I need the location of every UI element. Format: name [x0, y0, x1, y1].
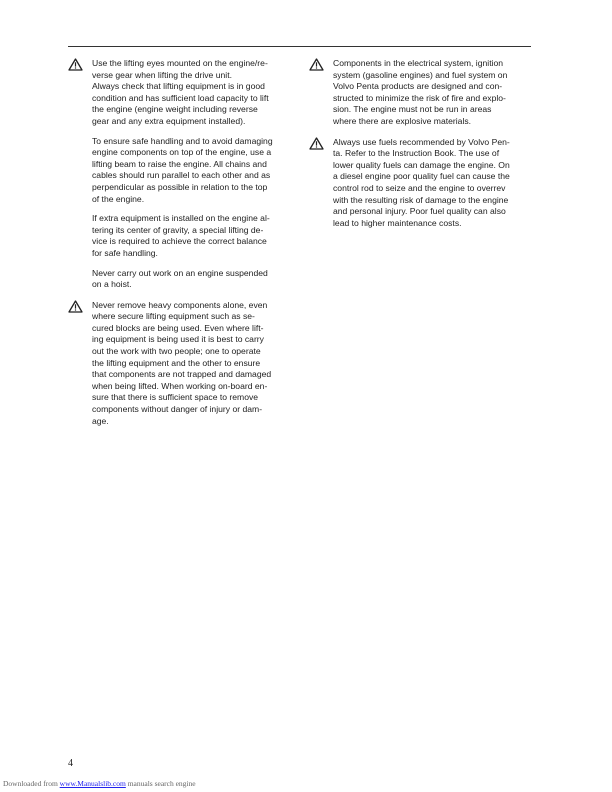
- text-line: lifting beam to raise the engine. All chains and: [92, 158, 267, 169]
- warning-triangle-icon: [68, 58, 83, 71]
- text-line: structed to minimize the risk of fire and explo-: [333, 92, 506, 103]
- warning-paragraph: [92, 213, 307, 259]
- text-line: control rod to seize and the engine to overrev: [333, 182, 506, 193]
- text-line: ing equipment is being used it is best to carry: [92, 334, 264, 345]
- text-line: engine components on top of the engine, use a: [92, 147, 272, 158]
- text-line: on a hoist.: [92, 279, 132, 290]
- download-footer: [3, 779, 196, 788]
- text-line: where secure lifting equipment such as se-: [92, 311, 255, 322]
- text-line: and personal injury. Poor fuel quality can also: [333, 206, 506, 217]
- text-line: Never remove heavy components alone, even: [92, 299, 268, 310]
- text-line: components without danger of injury or dam-: [92, 404, 263, 415]
- page-number: 4: [68, 758, 73, 769]
- warning-block: [92, 58, 307, 291]
- text-line: of the engine.: [92, 193, 145, 204]
- text-line: lower quality fuels can damage the engine. On: [333, 159, 510, 170]
- manualslib-link[interactable]: www.Manualslib.com: [59, 779, 126, 788]
- text-line: Volvo Penta products are designed and con-: [333, 81, 503, 92]
- text-line: If extra equipment is installed on the engine al-: [92, 213, 270, 224]
- text-line: sion. The engine must not be run in areas: [333, 104, 492, 115]
- text-line: verse gear when lifting the drive unit.: [92, 69, 232, 80]
- warning-block: [333, 137, 548, 230]
- text-line: Never carry out work on an engine suspended: [92, 267, 268, 278]
- text-line: Components in the electrical system, ignition: [333, 58, 504, 68]
- text-line: that components are not trapped and damaged: [92, 369, 272, 380]
- right-column: [333, 58, 548, 238]
- text-line: the lifting equipment and the other to ensure: [92, 357, 261, 368]
- text-line: vice is required to achieve the correct balance: [92, 236, 267, 247]
- text-line: lead to higher maintenance costs.: [333, 217, 462, 228]
- text-line: where there are explosive materials.: [333, 115, 472, 126]
- warning-block: [333, 58, 548, 128]
- warning-paragraph: [92, 268, 307, 291]
- text-line: Always check that lifting equipment is in good: [92, 81, 265, 92]
- left-column: [92, 58, 307, 436]
- footer-suffix: manuals search engine: [125, 779, 196, 788]
- warning-triangle-icon: [68, 300, 83, 313]
- text-line: perpendicular as possible in relation to the top: [92, 181, 268, 192]
- text-line: To ensure safe handling and to avoid damaging: [92, 135, 273, 146]
- text-line: out the work with two people; one to operate: [92, 346, 261, 357]
- text-line: ta. Refer to the Instruction Book. The use of: [333, 148, 500, 159]
- warning-triangle-icon: [309, 137, 324, 150]
- footer-prefix: Downloaded from: [3, 779, 60, 788]
- warning-paragraph: [333, 58, 548, 128]
- warning-paragraph: [92, 136, 307, 206]
- text-line: system (gasoline engines) and fuel system on: [333, 69, 508, 80]
- text-line: a diesel engine poor quality fuel can cause the: [333, 171, 510, 182]
- text-line: sure that there is sufficient space to remove: [92, 392, 259, 403]
- text-line: Use the lifting eyes mounted on the engine/re-: [92, 58, 268, 68]
- text-line: when being lifted. When working on-board en-: [92, 380, 268, 391]
- warning-paragraph: [92, 58, 307, 128]
- text-line: gear and any extra equipment installed).: [92, 115, 246, 126]
- warning-paragraph: [333, 137, 548, 230]
- text-line: condition and has sufficient load capacity to lift: [92, 92, 269, 103]
- text-line: tering its center of gravity, a special lifting de-: [92, 224, 264, 235]
- warning-paragraph: [92, 300, 307, 428]
- text-line: for safe handling.: [92, 247, 158, 258]
- text-line: cables should run parallel to each other and as: [92, 170, 271, 181]
- text-line: cured blocks are being used. Even where lift-: [92, 322, 264, 333]
- text-line: age.: [92, 415, 109, 426]
- warning-triangle-icon: [309, 58, 324, 71]
- warning-block: [92, 300, 307, 428]
- text-line: with the resulting risk of damage to the engine: [333, 194, 509, 205]
- text-line: Always use fuels recommended by Volvo Pen-: [333, 136, 510, 147]
- top-rule: [68, 46, 531, 47]
- text-line: the engine (engine weight including reverse: [92, 104, 258, 115]
